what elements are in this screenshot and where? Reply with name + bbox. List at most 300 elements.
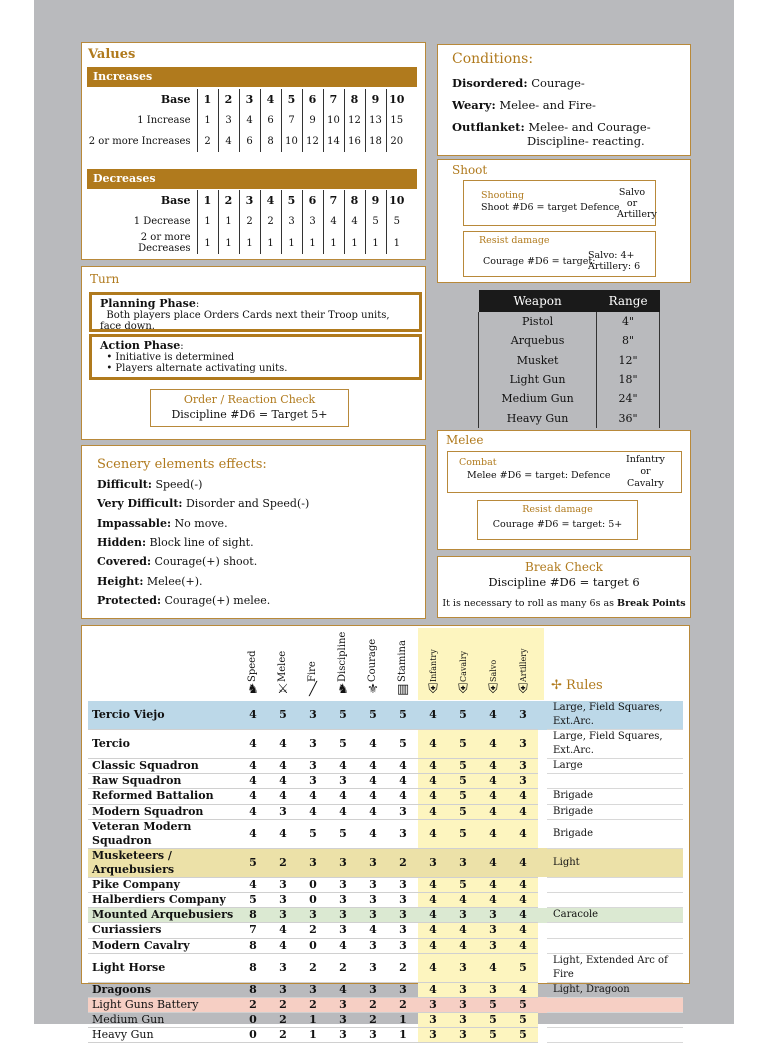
stat-cell: 4: [478, 804, 508, 819]
value-cell: 8: [260, 131, 281, 152]
scenery-item: Difficult: Speed(-): [97, 478, 203, 491]
units-table: [88, 701, 683, 1043]
unit-name: Mounted Arquebusiers: [88, 908, 238, 923]
value-cell: 3: [239, 190, 260, 211]
stat-cell: 4: [238, 701, 268, 730]
stat-cell: 3: [388, 819, 418, 848]
infantry-shield-icon: ⛨: [428, 682, 438, 697]
column-header: Melee: [277, 650, 288, 682]
stat-cell: 4: [448, 938, 478, 953]
range-header: Range: [597, 290, 660, 312]
break-check-panel: [437, 556, 691, 618]
decreases-header: Decreases: [87, 169, 417, 189]
stat-cell: 3: [448, 1028, 478, 1043]
scenery-item: Protected: Courage(+) melee.: [97, 593, 271, 607]
resist-text: Courage #D6 = target:: [483, 256, 596, 267]
stat-cell: 4: [478, 819, 508, 848]
stat-cell: 5: [238, 848, 268, 877]
stat-cell: 3: [328, 848, 358, 877]
stat-cell: 3: [358, 953, 388, 982]
stat-cell: 3: [328, 774, 358, 789]
resist-values: Salvo: 4+ Artillery: 6: [588, 250, 641, 272]
value-cell: 6: [239, 131, 260, 152]
stat-cell: 5: [508, 1013, 538, 1028]
value-cell: 10: [386, 190, 407, 211]
unit-rules: Brigade: [547, 789, 683, 804]
stat-cell: 8: [238, 908, 268, 923]
value-cell: 7: [323, 89, 344, 110]
stat-cell: 5: [448, 759, 478, 774]
table-row: [88, 1028, 683, 1043]
stat-cell: 3: [358, 877, 388, 892]
value-cell: 4: [344, 211, 365, 232]
stat-cell: 4: [358, 730, 388, 759]
value-cell: 5: [365, 211, 386, 232]
unit-name: Light Guns Battery: [88, 997, 238, 1012]
value-cell: 6: [260, 110, 281, 131]
value-cell: 16: [344, 131, 365, 152]
value-cell: 8: [344, 89, 365, 110]
stat-cell: 5: [268, 701, 298, 730]
value-cell: 5: [281, 190, 302, 211]
order-check-title: Order / Reaction Check: [183, 393, 316, 406]
stat-cell: 3: [418, 848, 448, 877]
stat-cell: 5: [508, 953, 538, 982]
stat-cell: 4: [358, 923, 388, 938]
stat-cell: 3: [358, 892, 388, 907]
value-cell: 3: [218, 110, 239, 131]
scenery-title: Scenery elements effects:: [97, 457, 267, 472]
weapon-cell: 36": [597, 408, 660, 427]
stat-cell: 3: [448, 1013, 478, 1028]
value-cell: 1: [197, 232, 218, 254]
value-cell: 14: [323, 131, 344, 152]
stat-cell: 4: [478, 848, 508, 877]
cavalry-shield-icon: ⛨: [458, 682, 468, 697]
unit-rules: Large, Field Squares, Ext.Arc.: [547, 701, 683, 730]
stat-cell: 1: [388, 1013, 418, 1028]
stat-cell: 4: [418, 938, 448, 953]
rules-icon: ✢: [551, 678, 562, 693]
stat-cell: 2: [268, 1028, 298, 1043]
unit-name: Heavy Gun: [88, 1028, 238, 1043]
stat-cell: 3: [388, 908, 418, 923]
column-header: Cavalry: [459, 650, 468, 682]
scenery-panel: [81, 445, 426, 619]
stat-cell: 4: [418, 774, 448, 789]
stat-cell: 5: [448, 701, 478, 730]
value-cell: 3: [302, 211, 323, 232]
value-cell: 2: [218, 89, 239, 110]
value-cell: 10: [323, 110, 344, 131]
stat-cell: 5: [478, 1028, 508, 1043]
stat-cell: 4: [268, 819, 298, 848]
weapon-cell: 4": [597, 312, 660, 331]
stat-cell: 3: [328, 892, 358, 907]
unit-name: Modern Squadron: [88, 804, 238, 819]
table-row: [88, 701, 683, 730]
unit-name: Tercio: [88, 730, 238, 759]
stat-cell: 4: [418, 759, 448, 774]
column-header: Artillery: [519, 648, 528, 682]
value-cell: 7: [323, 190, 344, 211]
stat-cell: 4: [508, 789, 538, 804]
stat-cell: 4: [508, 819, 538, 848]
table-row: 2 or more Increases 2 4 6 8 10 12 14 16 18 20: [87, 131, 407, 152]
stat-cell: 4: [268, 774, 298, 789]
stat-cell: 3: [268, 982, 298, 997]
stat-cell: 4: [268, 938, 298, 953]
stat-cell: 2: [298, 997, 328, 1012]
scenery-item: Hidden: Block line of sight.: [97, 535, 254, 549]
stat-cell: 3: [448, 848, 478, 877]
value-cell: 3: [281, 211, 302, 232]
value-cell: 4: [218, 131, 239, 152]
value-cell: 1: [197, 110, 218, 131]
value-cell: 2: [260, 211, 281, 232]
increases-header: Increases: [87, 67, 417, 87]
table-row: [88, 892, 683, 907]
value-cell: 1: [365, 232, 386, 254]
knight-icon: ♞: [337, 682, 349, 697]
unit-name: Musketeers / Arquebusiers: [88, 848, 238, 877]
stat-cell: 5: [448, 804, 478, 819]
stat-cell: 4: [238, 759, 268, 774]
rules-header: ✢ Rules: [551, 678, 603, 693]
stat-cell: 3: [358, 982, 388, 997]
unit-rules: Brigade: [547, 804, 683, 819]
value-cell: 1: [218, 211, 239, 232]
stat-cell: 3: [328, 1013, 358, 1028]
unit-rules: Light, Dragoon: [547, 982, 683, 997]
value-cell: 2: [197, 131, 218, 152]
unit-rules: Light: [547, 848, 683, 877]
table-row: 1 Decrease 1 1 2 2 3 3 4 4 5 5: [87, 211, 407, 232]
combat-text: Melee #D6 = target: Defence: [467, 470, 611, 481]
stat-cell: 3: [328, 1028, 358, 1043]
table-row: [88, 819, 683, 848]
stat-cell: 5: [508, 1028, 538, 1043]
stat-cell: 3: [388, 982, 418, 997]
stat-cell: 4: [418, 892, 448, 907]
unit-name: Curiassiers: [88, 923, 238, 938]
stat-cell: 5: [448, 774, 478, 789]
stat-cell: 4: [508, 908, 538, 923]
stat-cell: 3: [298, 774, 328, 789]
weapon-cell: 18": [597, 370, 660, 389]
value-cell: 1: [197, 190, 218, 211]
stat-cell: 4: [238, 730, 268, 759]
value-cell: 1: [323, 232, 344, 254]
unit-rules: Brigade: [547, 819, 683, 848]
unit-rules: [547, 923, 683, 938]
stat-cell: 5: [448, 877, 478, 892]
column-header: Discipline: [337, 631, 348, 682]
condition-item: Disordered: Courage-: [452, 76, 585, 90]
stat-cell: 1: [298, 1028, 328, 1043]
unit-rules: Light, Extended Arc of Fire: [547, 953, 683, 982]
stat-cell: 3: [478, 982, 508, 997]
stat-cell: 4: [238, 804, 268, 819]
unit-name: Pike Company: [88, 877, 238, 892]
table-row: [88, 923, 683, 938]
stat-cell: 4: [448, 892, 478, 907]
stat-cell: 4: [238, 819, 268, 848]
stat-cell: 5: [328, 701, 358, 730]
column-header: Salvo: [489, 659, 498, 682]
value-cell: 9: [365, 89, 386, 110]
stat-cell: 8: [238, 953, 268, 982]
shoot-panel: [437, 159, 691, 283]
stat-cell: 3: [328, 908, 358, 923]
stat-cell: 5: [448, 819, 478, 848]
stat-cell: 4: [478, 877, 508, 892]
stat-cell: 4: [418, 908, 448, 923]
stat-cell: 3: [268, 877, 298, 892]
stat-cell: 3: [358, 908, 388, 923]
stat-cell: 4: [478, 892, 508, 907]
table-row: [479, 351, 660, 370]
scenery-item: Covered: Courage(+) shoot.: [97, 555, 258, 569]
stat-cell: 3: [448, 908, 478, 923]
column-header: Fire: [307, 661, 318, 682]
stat-cell: 4: [478, 953, 508, 982]
value-cell: 6: [302, 89, 323, 110]
stat-cell: 5: [448, 730, 478, 759]
value-cell: 1: [197, 211, 218, 232]
stat-cell: 8: [238, 982, 268, 997]
table-row: 1 Increase 1 3 4 6 7 9 10 12 13 15: [87, 110, 407, 131]
condition-item-cont: Discipline- reacting.: [527, 134, 645, 148]
stat-cell: 4: [508, 848, 538, 877]
stat-cell: 3: [418, 1013, 448, 1028]
stat-cell: 2: [388, 997, 418, 1012]
stat-cell: 3: [508, 701, 538, 730]
stat-cell: 4: [268, 923, 298, 938]
order-check-text: Discipline #D6 = Target 5+: [171, 408, 328, 421]
table-row: [88, 759, 683, 774]
stat-cell: 5: [478, 997, 508, 1012]
table-row: [479, 408, 660, 427]
weapon-cell: Heavy Gun: [479, 408, 597, 427]
table-row: [88, 938, 683, 953]
stat-cell: 3: [448, 997, 478, 1012]
stat-cell: 2: [388, 848, 418, 877]
break-title: Break Check: [525, 560, 603, 574]
table-row: [479, 389, 660, 408]
stat-cell: 3: [478, 938, 508, 953]
stat-cell: 4: [418, 877, 448, 892]
stat-cell: 4: [418, 982, 448, 997]
stat-cell: 5: [328, 730, 358, 759]
stat-cell: 0: [238, 1028, 268, 1043]
unit-rules: [547, 997, 683, 1012]
stat-cell: 3: [478, 908, 508, 923]
stat-cell: 3: [268, 892, 298, 907]
weapon-cell: Arquebus: [479, 331, 597, 350]
value-cell: 1: [302, 232, 323, 254]
stat-cell: 2: [268, 848, 298, 877]
stat-cell: 4: [418, 923, 448, 938]
table-row: [88, 877, 683, 892]
shooting-text: Shoot #D6 = target Defence: [481, 202, 620, 213]
weapon-cell: Pistol: [479, 312, 597, 331]
stat-cell: 3: [298, 701, 328, 730]
order-check-box: [150, 389, 349, 427]
musket-icon: ╱: [309, 682, 317, 697]
values-title: Values: [88, 47, 136, 62]
condition-item: Weary: Melee- and Fire-: [452, 98, 596, 112]
table-row: [88, 848, 683, 877]
unit-rules: [547, 938, 683, 953]
values-panel: [81, 42, 426, 260]
weapon-range-table: [478, 290, 660, 428]
unit-rules: Large: [547, 759, 683, 774]
value-cell: 4: [260, 190, 281, 211]
stat-cell: 3: [268, 908, 298, 923]
stat-cell: 4: [268, 759, 298, 774]
value-cell: 6: [302, 190, 323, 211]
stat-cell: 5: [298, 819, 328, 848]
value-cell: 9: [365, 190, 386, 211]
resist-text: Courage #D6 = target: 5+: [492, 519, 623, 530]
break-note: It is necessary to roll as many 6s as Break Points: [442, 598, 686, 609]
stat-cell: 4: [328, 982, 358, 997]
stat-cell: 4: [388, 774, 418, 789]
table-row: [88, 774, 683, 789]
table-row: [88, 789, 683, 804]
stat-cell: 4: [328, 759, 358, 774]
stat-cell: 3: [388, 938, 418, 953]
column-header: Speed: [247, 650, 258, 682]
shooting-box: [463, 180, 656, 226]
stat-cell: 2: [298, 953, 328, 982]
stat-cell: 4: [298, 804, 328, 819]
stat-cell: 3: [448, 982, 478, 997]
break-text: Discipline #D6 = target 6: [488, 575, 640, 589]
value-cell: 4: [323, 211, 344, 232]
stat-cell: 5: [358, 701, 388, 730]
action-phase: Action Phase: • Initiative is determined • Players alternate activating units.: [89, 334, 422, 380]
stat-cell: 4: [508, 923, 538, 938]
stat-cell: 4: [358, 819, 388, 848]
condition-item: Outflanket: Melee- and Courage-: [452, 120, 651, 134]
stat-cell: 4: [268, 789, 298, 804]
stat-cell: 2: [298, 923, 328, 938]
stat-cell: 4: [328, 938, 358, 953]
stat-cell: 4: [268, 730, 298, 759]
column-header: Courage: [367, 638, 378, 682]
stat-cell: 4: [478, 701, 508, 730]
stat-cell: 3: [388, 804, 418, 819]
stat-cell: 4: [478, 759, 508, 774]
stat-cell: 4: [298, 789, 328, 804]
stat-cell: 3: [508, 774, 538, 789]
value-cell: 1: [344, 232, 365, 254]
stat-cell: 8: [238, 938, 268, 953]
value-cell: 1: [281, 232, 302, 254]
infantry-cavalry: Infantry or Cavalry: [626, 454, 665, 489]
unit-rules: Large, Field Squares, Ext.Arc.: [547, 730, 683, 759]
stat-cell: 2: [358, 997, 388, 1012]
value-cell: 5: [386, 211, 407, 232]
stat-cell: 3: [478, 923, 508, 938]
stat-cell: 4: [388, 759, 418, 774]
melee-resist-box: [477, 500, 638, 540]
stat-cell: 4: [448, 923, 478, 938]
value-cell: 12: [302, 131, 323, 152]
stat-cell: 2: [358, 1013, 388, 1028]
unit-rules: [547, 877, 683, 892]
increases-table: [87, 89, 407, 152]
stat-cell: 3: [328, 923, 358, 938]
stat-cell: 3: [358, 848, 388, 877]
weapon-cell: 24": [597, 389, 660, 408]
stat-cell: 4: [358, 789, 388, 804]
value-cell: 15: [386, 110, 407, 131]
stat-cell: 3: [328, 877, 358, 892]
unit-name: Medium Gun: [88, 1013, 238, 1028]
conditions-panel: [437, 44, 691, 156]
stat-cell: 1: [298, 1013, 328, 1028]
stat-cell: 2: [268, 997, 298, 1012]
stat-cell: 4: [328, 789, 358, 804]
weapon-cell: Medium Gun: [479, 389, 597, 408]
unit-rules: [547, 1013, 683, 1028]
table-row: Base 1 2 3 4 5 6 7 8 9 10: [87, 190, 407, 211]
unit-name: Classic Squadron: [88, 759, 238, 774]
stat-cell: 5: [388, 730, 418, 759]
weapon-cell: 8": [597, 331, 660, 350]
stat-cell: 3: [448, 953, 478, 982]
value-cell: 4: [260, 89, 281, 110]
value-cell: 10: [281, 131, 302, 152]
stat-cell: 4: [418, 953, 448, 982]
stat-cell: 0: [238, 1013, 268, 1028]
table-row: [88, 982, 683, 997]
stat-cell: 3: [358, 1028, 388, 1043]
combat-box: [447, 451, 682, 493]
stat-cell: 4: [238, 774, 268, 789]
stat-cell: 4: [388, 789, 418, 804]
scenery-item: Very Difficult: Disorder and Speed(-): [97, 497, 310, 511]
stat-cell: 4: [418, 804, 448, 819]
unit-name: Halberdiers Company: [88, 892, 238, 907]
shooting-label: Shooting: [481, 190, 525, 201]
turn-panel: [81, 266, 426, 440]
resist-label: Resist damage: [522, 504, 593, 515]
table-row: Base 1 2 3 4 5 6 7 8 9 10: [87, 89, 407, 110]
column-header: Infantry: [429, 649, 438, 682]
stat-cell: 3: [388, 923, 418, 938]
stat-cell: 3: [268, 953, 298, 982]
stat-cell: 0: [298, 877, 328, 892]
crossed-swords-icon: ⚔: [277, 682, 289, 697]
conditions-title: Conditions:: [452, 51, 534, 67]
stat-cell: 5: [478, 1013, 508, 1028]
stat-cell: 4: [508, 982, 538, 997]
weapon-cell: Musket: [479, 351, 597, 370]
unit-name: Modern Cavalry: [88, 938, 238, 953]
value-cell: 10: [386, 89, 407, 110]
melee-panel: [437, 430, 691, 550]
unit-name: Veteran Modern Squadron: [88, 819, 238, 848]
combat-label: Combat: [459, 457, 497, 468]
stat-cell: 4: [478, 789, 508, 804]
unit-rules: [547, 1028, 683, 1043]
horse-icon: ♞: [247, 682, 259, 697]
value-cell: 12: [344, 110, 365, 131]
